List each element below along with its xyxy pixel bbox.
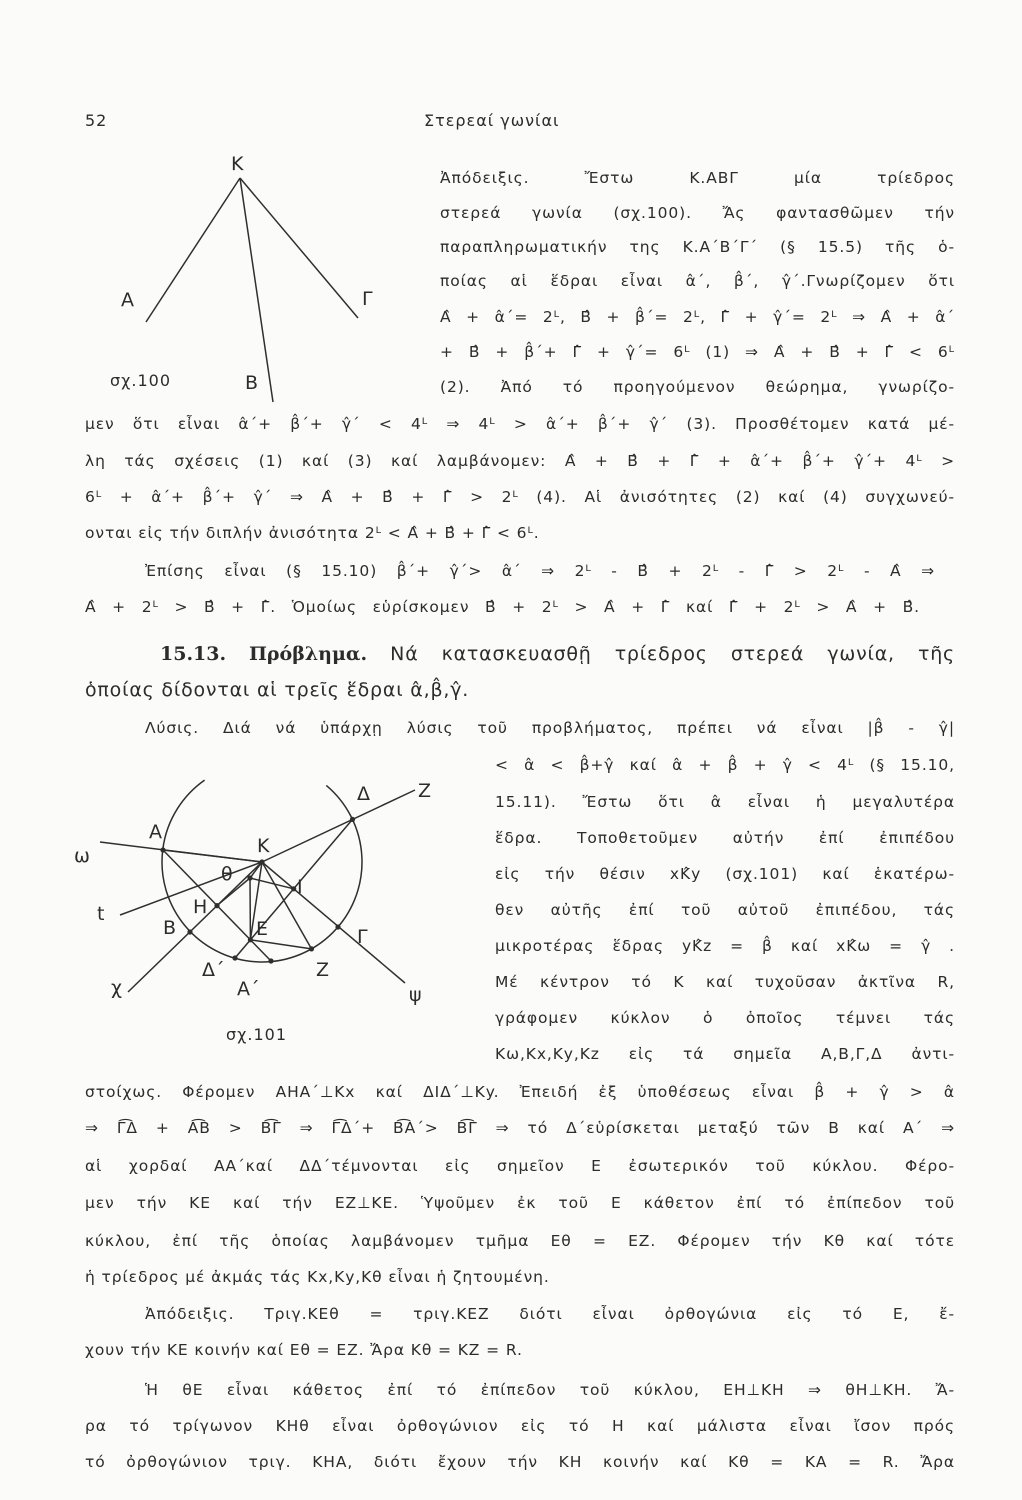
- text-line: αἱ χορδαί ΑΑ΄καί ΔΔ΄τέμνονται εἰς σημεῖον Ε ἐσωτερικόν τοῦ κύκλου. Φέρο-: [85, 1157, 955, 1175]
- point-delta: [350, 817, 355, 822]
- fig100-caption: σχ.100: [110, 371, 172, 390]
- text-line: στοίχως. Φέρομεν ΑΗΑ΄⊥Κx καί ΔΙΔ΄⊥Κy. Ἐπειδή ἐξ ὑποθέσεως εἶναι β̂ + γ̂ > α̂: [85, 1083, 955, 1101]
- point-z: [309, 946, 314, 951]
- fig101-label-chi: χ: [111, 977, 122, 999]
- ray-k-t: [120, 862, 262, 915]
- segment-e-z: [250, 940, 311, 949]
- fig101-label-t: t: [97, 903, 105, 925]
- text-line: ρα τό τρίγωνον ΚΗθ εἶναι ὀρθογώνιον εἰς τό Η καί μάλιστα εἶναι ἴσον πρός: [85, 1417, 955, 1435]
- fig101-label-e: Ε: [256, 918, 269, 940]
- text-line: μεν τήν ΚΕ καί τήν ΕΖ⊥ΚΕ. Ὑψοῦμεν ἐκ τοῦ Ε κάθετον ἐπί τό ἐπίπεδον τοῦ: [85, 1194, 955, 1212]
- text-line: < α̂ < β̂+γ̂ καί α̂ + β̂ + γ̂ < 4ᴸ (§ 15.10,: [495, 756, 955, 774]
- text-line: Μέ κέντρον τό Κ καί τυχοῦσαν ἀκτῖνα R,: [495, 973, 955, 991]
- text-line: Α̂ + α̂΄= 2ᴸ, Β̂ + β̂΄= 2ᴸ, Γ̂ + γ̂΄= 2ᴸ ⇒ Α̂ + α̂΄: [440, 308, 955, 326]
- segment-k-a: [163, 850, 262, 862]
- text-line: παραπληρωματικήν της Κ.Α΄Β΄Γ΄ (§ 15.5) τῆς ὁ-: [440, 238, 955, 256]
- point-gamma: [335, 924, 340, 929]
- text-line: Ἡ θΕ εἶναι κάθετος ἐπί τό ἐπίπεδον τοῦ κύκλου, ΕΗ⊥ΚΗ ⇒ θΗ⊥ΚΗ. Ἄ-: [145, 1381, 955, 1399]
- point-e: [248, 937, 253, 942]
- text-line: γράφομεν κύκλον ὁ ὁποῖος τέμνει τάς: [495, 1009, 955, 1027]
- text-line: μεν ὅτι εἶναι α̂΄+ β̂΄+ γ̂΄ < 4ᴸ ⇒ 4ᴸ > α̂΄+ β̂΄+ γ̂΄ (3). Προσθέτομεν κατά μέ-: [85, 415, 955, 433]
- text-line: ἡ τρίεδρος μέ ἀκμάς τάς Κx,Κy,Κθ εἶναι ἡ ζητουμένη.: [85, 1268, 550, 1286]
- fig101-label-z-top: Ζ: [418, 780, 432, 802]
- text-line: 15.11). Ἔστω ὅτι α̂ εἶναι ἡ μεγαλυτέρα: [495, 793, 955, 811]
- fig101-label-k: Κ: [257, 835, 270, 857]
- section-heading-line2: ὁποίας δίδονται αἱ τρεῖς ἕδραι α̂,β̂,γ̂.: [85, 679, 470, 701]
- fig100-label-k: Κ: [231, 153, 244, 175]
- text-line: (2). Ἀπό τό προηγούμενον θεώρημα, γνωρίζο-: [440, 378, 955, 396]
- text-line: Κω,Κx,Κy,Κz εἰς τά σημεῖα Α,Β,Γ,Δ ἀντι-: [495, 1045, 955, 1063]
- fig101-caption: σχ.101: [226, 1025, 288, 1044]
- fig100-label-b: Β: [245, 372, 259, 394]
- section-title-rest: Νά κατασκευασθῇ τρίεδρος στερεά γωνία, τῆς: [367, 643, 955, 665]
- page-number: 52: [85, 111, 108, 130]
- edge-ka: [146, 178, 240, 322]
- fig100-label-gamma: Γ: [362, 288, 373, 310]
- fig100-label-a: Α: [121, 289, 134, 311]
- text-line: εἰς τήν θέσιν xΚ̂y (σχ.101) καί ἑκατέρω-: [495, 865, 955, 883]
- text-line: χουν τήν ΚΕ κοινήν καί Εθ = ΕΖ. Ἄρα Κθ = ΚΖ = R.: [85, 1341, 523, 1359]
- text-line: ἕδρα. Τοποθετοῦμεν αὐτήν ἐπί ἐπιπέδου: [495, 829, 955, 847]
- section-number-title: 15.13. Πρόβλημα.: [160, 643, 368, 665]
- text-line: μικροτέρας ἕδρας yΚ̂z = β̂ καί xΚ̂ω = γ̂ .: [495, 937, 955, 955]
- figure-101: [74, 780, 431, 1044]
- fig101-label-b: Β: [163, 917, 177, 939]
- ray-k-y: [262, 862, 405, 983]
- text-line: κύκλου, ἐπί τῆς ὁποίας λαμβάνομεν τμῆμα Εθ = ΕΖ. Φέρομεν τήν Κθ καί τότε: [85, 1232, 955, 1250]
- text-line: Ἀπόδειξις. Τριγ.ΚΕθ = τριγ.ΚΕΖ διότι εἶναι ὀρθογώνια εἰς τό Ε, ἔ-: [145, 1305, 955, 1323]
- fig101-label-omega: ω: [74, 845, 90, 867]
- text-line: ποίας αἱ ἕδραι εἶναι α̂΄, β̂΄, γ̂΄.Γνωρίζομεν ὅτι: [440, 272, 955, 290]
- text-line: ⇒ Γ͡Δ + Α͡Β > Β͡Γ ⇒ Γ͡Δ΄+ Β͡Α΄> Β͡Γ ⇒ τό Δ΄εὑρίσκεται μεταξύ τῶν Β καί Α΄ ⇒: [85, 1119, 955, 1137]
- ray-k-z: [262, 790, 415, 862]
- point-h: [214, 903, 219, 908]
- text-line: θεν αὐτῆς ἐπί τοῦ αὐτοῦ ἐπιπέδου, τάς: [495, 901, 955, 919]
- fig101-label-h: Η: [193, 896, 208, 918]
- fig101-label-delta: Δ: [357, 783, 370, 805]
- point-k: [259, 859, 264, 864]
- text-line: λη τάς σχέσεις (1) καί (3) καί λαμβάνομεν: Α̂ + Β̂ + Γ̂ + α̂΄+ β̂΄+ γ̂΄+ 4ᴸ >: [85, 452, 955, 470]
- section-heading: [160, 641, 955, 667]
- text-line: ονται εἰς τήν διπλήν ἀνισότητα 2ᴸ < Α̂ + Β̂ + Γ̂ < 6ᴸ.: [85, 524, 540, 542]
- point-b: [187, 929, 192, 934]
- point-a: [160, 847, 165, 852]
- fig101-label-z: Ζ: [316, 959, 330, 981]
- point-i: [291, 886, 296, 891]
- ray-k-x: [128, 862, 262, 992]
- fig101-label-i: Ι: [297, 876, 303, 898]
- fig101-label-psi: ψ: [409, 984, 422, 1006]
- text-line: Ἐπίσης εἶναι (§ 15.10) β̂΄+ γ̂΄> α̂΄ ⇒ 2ᴸ - Β̂ + 2ᴸ - Γ̂ > 2ᴸ - Α̂ ⇒: [145, 562, 935, 580]
- figure-100: [110, 153, 373, 402]
- text-line: Ἀπόδειξις. Ἔστω Κ.ΑΒΓ μία τρίεδρος: [440, 169, 955, 187]
- point-aprime: [268, 958, 273, 963]
- fig101-label-a: Α: [149, 821, 162, 843]
- fig101-label-delta-prime: Δ΄: [202, 959, 225, 981]
- text-line: στερεά γωνία (σχ.100). Ἄς φαντασθῶμεν τήν: [440, 204, 955, 222]
- segment-k-z: [262, 862, 312, 949]
- text-line: Λύσις. Διά νά ὑπάρχῃ λύσις τοῦ προβλήματος, πρέπει νά εἶναι |β̂ - γ̂|: [145, 719, 955, 737]
- text-line: τό ὀρθογώνιον τριγ. ΚΗΑ, διότι ἔχουν τήν ΚΗ κοινήν καί Κθ = ΚΑ = R. Ἄρα: [85, 1453, 955, 1471]
- text-line: Α̂ + 2ᴸ > Β̂ + Γ̂. Ὁμοίως εὑρίσκομεν Β̂ + 2ᴸ > Α̂ + Γ̂ καί Γ̂ + 2ᴸ > Α̂ + Β̂.: [85, 598, 920, 616]
- fig101-label-gamma: Γ: [357, 926, 368, 948]
- fig101-label-a-prime: Α΄: [237, 978, 260, 1000]
- text-line: + Β̂ + β̂΄+ Γ̂ + γ̂΄= 6ᴸ (1) ⇒ Α̂ + Β̂ + Γ̂ < 6ᴸ: [440, 343, 955, 361]
- fig101-label-theta: θ: [221, 863, 233, 885]
- running-title: Στερεαί γωνίαι: [424, 111, 560, 130]
- point-theta: [247, 875, 252, 880]
- text-line: 6ᴸ + α̂΄+ β̂΄+ γ̂΄ ⇒ Α̂ + Β̂ + Γ̂ > 2ᴸ (4). Αἱ ἀνισότητες (2) καί (4) συγχωνεύ-: [85, 488, 955, 506]
- point-deltaprime: [232, 955, 237, 960]
